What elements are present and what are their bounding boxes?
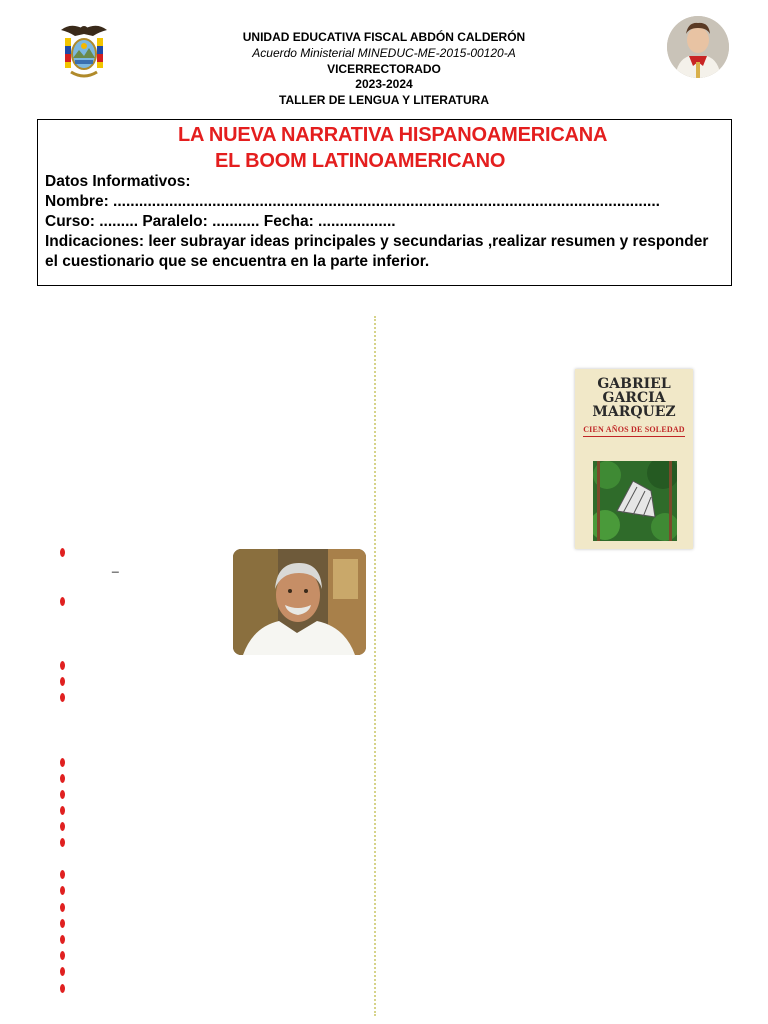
bullet-marker [60,806,65,815]
bullet-marker [60,984,65,993]
bullet-marker [60,693,65,702]
course-field: Curso: ......... Paralelo: ........... Fecha: .................. [45,213,396,230]
column-divider [374,316,376,1016]
book-rule [583,436,685,437]
bullet-marker [60,903,65,912]
book-illustration [593,461,677,541]
name-field: Nombre: ............................................................................................................................... [45,193,660,210]
title-boom-latinoamericano: EL BOOM LATINOAMERICANO [215,150,506,172]
bullet-marker [60,677,65,686]
bullet-marker [60,967,65,976]
bullet-marker [60,838,65,847]
info-box [37,119,732,286]
bullet-marker [60,886,65,895]
bullet-marker [60,935,65,944]
bullet-marker [60,822,65,831]
bullet-marker [60,661,65,670]
bullet-marker [60,919,65,928]
book-author-line: GARCIA [602,390,666,406]
bullet-marker [60,790,65,799]
school-year: 2023-2024 [355,77,413,91]
title-nueva-narrativa: LA NUEVA NARRATIVA HISPANOAMERICANA [178,124,608,146]
bullet-marker [60,870,65,879]
department: VICERRECTORADO [327,62,441,76]
book-author-line: GABRIEL [597,376,671,392]
bullet-marker [60,951,65,960]
book-author-line: MARQUEZ [592,404,676,420]
book-title: CIEN AÑOS DE SOLEDAD [583,425,685,434]
dash-mark: _ [112,559,119,573]
bullet-marker [60,597,65,606]
patron-portrait [667,16,729,78]
author-photo [233,549,366,655]
school-name: UNIDAD EDUCATIVA FISCAL ABDÓN CALDERÓN [242,30,526,44]
bullet-marker [60,774,65,783]
bullet-marker [60,548,65,557]
bullet-marker [60,758,65,767]
book-cover [575,369,693,549]
workshop-title: TALLER DE LENGUA Y LITERATURA [279,93,489,107]
ministerial-agreement: Acuerdo Ministerial MINEDUC-ME-2015-00120-A [252,46,516,60]
info-label: Datos Informativos: [45,173,191,190]
instructions: Indicaciones: leer subrayar ideas principales y secundarias ,realizar resumen y responder el cuestionario que se encuentra en la parte inferior. [45,233,709,270]
